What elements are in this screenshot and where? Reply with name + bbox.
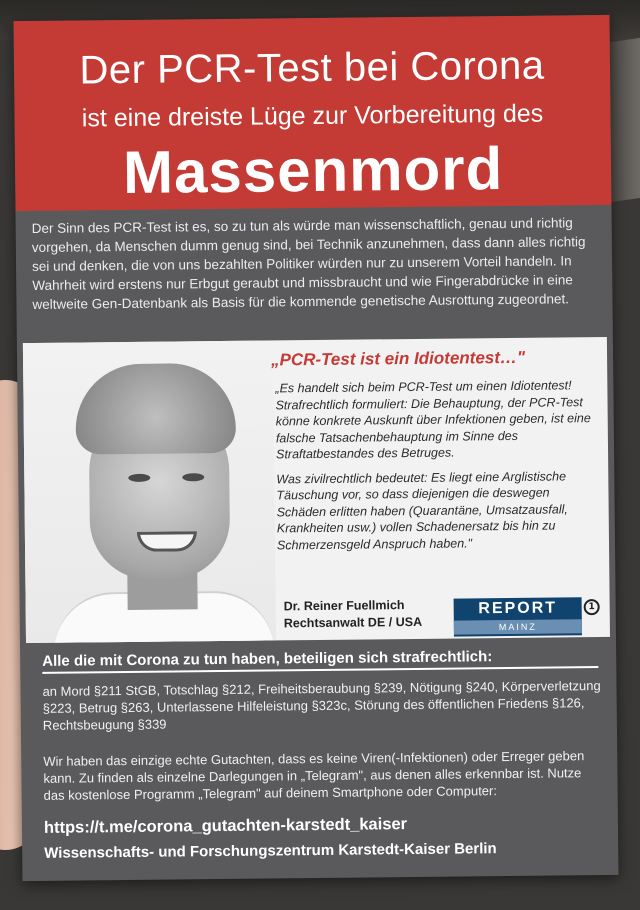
flyer bbox=[14, 15, 619, 881]
quote-title: „PCR-Test ist ein Idiotentest…" bbox=[270, 347, 526, 370]
quote-paragraph-1: „Es handelt sich beim PCR-Test um einen Idiotentest! Strafrechtlich formuliert: Die Behauptung, der PCR-Test könne konkrete Auskunft über Infektionen geben, ist eine falsche Tatsachenbehauptung im Sinne des Straftatbestandes des Betruges. bbox=[275, 378, 591, 462]
attribution bbox=[284, 596, 464, 632]
quote-panel bbox=[23, 337, 610, 643]
quote-body bbox=[275, 377, 602, 553]
logo-report-text: REPORT bbox=[478, 599, 558, 618]
notice-paragraph: Wir haben das einzige echte Gutachten, dass es keine Viren(-Infektionen) oder Erreger geben kann. Zu finden als einzelne Darlegungen in „Telegram", aus denen alles erkennbar ist. Nutze das kostenlose Programm „Telegram" auf deinem Smartphone oder Computer: bbox=[43, 748, 585, 803]
section-heading: Alle die mit Corona zu tun haben, beteiligen sich strafrechtlich: bbox=[42, 647, 598, 674]
headline-line-2: ist eine dreiste Lüge zur Vorbereitung des bbox=[81, 99, 544, 133]
portrait-photo bbox=[23, 340, 276, 643]
portrait-hair bbox=[75, 363, 236, 455]
report-mainz-logo bbox=[454, 597, 582, 636]
attribution-name: Dr. Reiner Fuellmich bbox=[283, 598, 405, 614]
attribution-role: Rechtsanwalt DE / USA bbox=[283, 614, 423, 631]
intro-paragraph: Der Sinn des PCR-Test ist es, so zu tun als würde man wissenschaftlich, genau und richtig vorgehen, da Menschen dumm genug sind, bei Technik anzunehmen, dass dann alles richtig sei und denken, die von uns bezahlten Politiker würden nur zu unserem Vorteil handeln. In Wahrheit wird erstens nur Erbgut geraubt und missbraucht und wie Fingerabdrücke in eine weltweite Gen-Datenbank als Basis für die kommende genetische Ausrottung zugeordnet. bbox=[31, 215, 586, 312]
background-object bbox=[610, 38, 640, 202]
ard-one-icon: 1 bbox=[584, 599, 600, 615]
flyer-header bbox=[14, 15, 612, 211]
headline-line-3: Massenmord bbox=[122, 135, 504, 207]
logo-mainz-text: MAINZ bbox=[454, 619, 582, 634]
organization-name: Wissenschafts- und Forschungszentrum Karstedt-Kaiser Berlin bbox=[44, 840, 497, 862]
headline-line-1: Der PCR-Test bei Corona bbox=[79, 43, 545, 93]
laws-list: an Mord §211 StGB, Totschlag §212, Freiheitsberaubung §239, Nötigung §240, Körperverletzung §223, Betrug §263, Unterlassene Hilfeleistung §323c, Störung des öffentlichen Friedens §126, Rechtsbeugung §339 bbox=[42, 678, 601, 733]
quote-paragraph-2: Was zivilrechtlich bedeutet: Es liegt eine Arglistische Täuschung vor, so dass diejenigen die deswegen Schäden erlitten haben (Quarantäne, Umsatzausfall, Krankheiten usw.) vollen Schadenersatz bis hin zu Schmerzensgeld Anspruch haben." bbox=[276, 468, 568, 552]
telegram-link: https://t.me/corona_gutachten-karstedt_kaiser bbox=[43, 815, 408, 837]
